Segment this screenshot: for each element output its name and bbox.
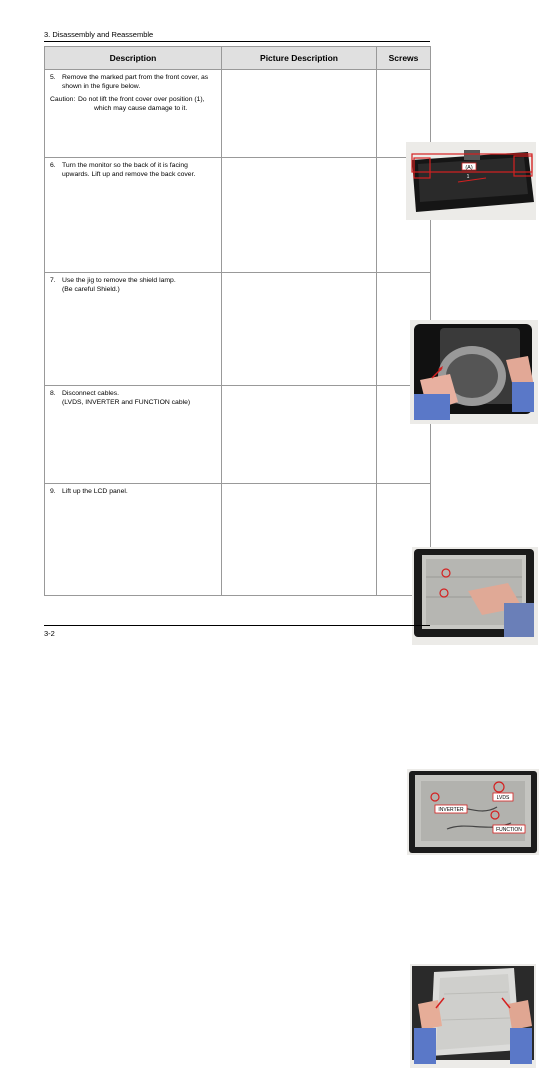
step-number: 8. (50, 390, 56, 397)
step-number: 6. (50, 162, 56, 169)
caution-text-line: which may cause damage to it. (94, 104, 188, 112)
step-picture (222, 70, 473, 180)
step-description (45, 484, 222, 596)
front-cover-photo (406, 142, 536, 220)
step-text-line: shown in the figure below. (62, 82, 141, 90)
header-description: Description (45, 47, 222, 70)
step-picture (222, 484, 377, 596)
step-text-line: Remove the marked part from the front cover, as (62, 74, 209, 81)
table-header-row (45, 47, 431, 70)
step-text-line: (LVDS, INVERTER and FUNCTION cable) (62, 398, 191, 406)
caution-text-line: Do not lift the front cover over position (1), (78, 96, 205, 104)
cables-photo (407, 769, 539, 855)
step-picture (222, 386, 522, 833)
section-title: 3. Disassembly and Reassemble (44, 30, 154, 39)
top-rule (44, 41, 430, 42)
callout-label-inverter: INVERTER (438, 807, 464, 813)
header-picture-description: Picture Description (222, 47, 377, 70)
step-text-line: Lift up the LCD panel. (62, 488, 128, 495)
step-text-line: Use the jig to remove the shield lamp. (62, 277, 176, 284)
table-row (45, 484, 431, 596)
callout-label-lvds: LVDS (496, 795, 510, 801)
step-text-line: Turn the monitor so the back of it is facing (62, 162, 188, 169)
callout-label-function: FUNCTION (496, 827, 522, 833)
step-number: 9. (50, 488, 56, 495)
page-number: 3-2 (44, 629, 55, 638)
step-number: 5. (50, 74, 56, 81)
caution-note (50, 96, 217, 113)
table-row (45, 273, 431, 386)
step-text-line: (Be careful Shield.) (62, 285, 120, 293)
step-number: 7. (50, 277, 56, 284)
header-screws: Screws (377, 47, 431, 70)
table-row (45, 158, 431, 273)
caution-label: Caution: (50, 96, 76, 104)
step-description (45, 273, 222, 386)
back-cover-photo (410, 320, 538, 424)
callout-label-1: 1 (466, 174, 470, 180)
shield-lamp-photo (412, 547, 538, 645)
table-row (45, 386, 431, 484)
step-picture (222, 273, 377, 386)
table-row (45, 70, 431, 158)
step-description (45, 386, 222, 484)
callout-label-a: (A) (465, 165, 473, 171)
step-picture (222, 158, 377, 273)
step-description (45, 70, 222, 158)
page-rule (44, 625, 430, 626)
step-description (45, 158, 222, 273)
step-text-line: Disconnect cables. (62, 390, 120, 397)
step-text-line: upwards. Lift up and remove the back cover. (62, 170, 196, 178)
lcd-panel-photo (410, 964, 536, 1068)
